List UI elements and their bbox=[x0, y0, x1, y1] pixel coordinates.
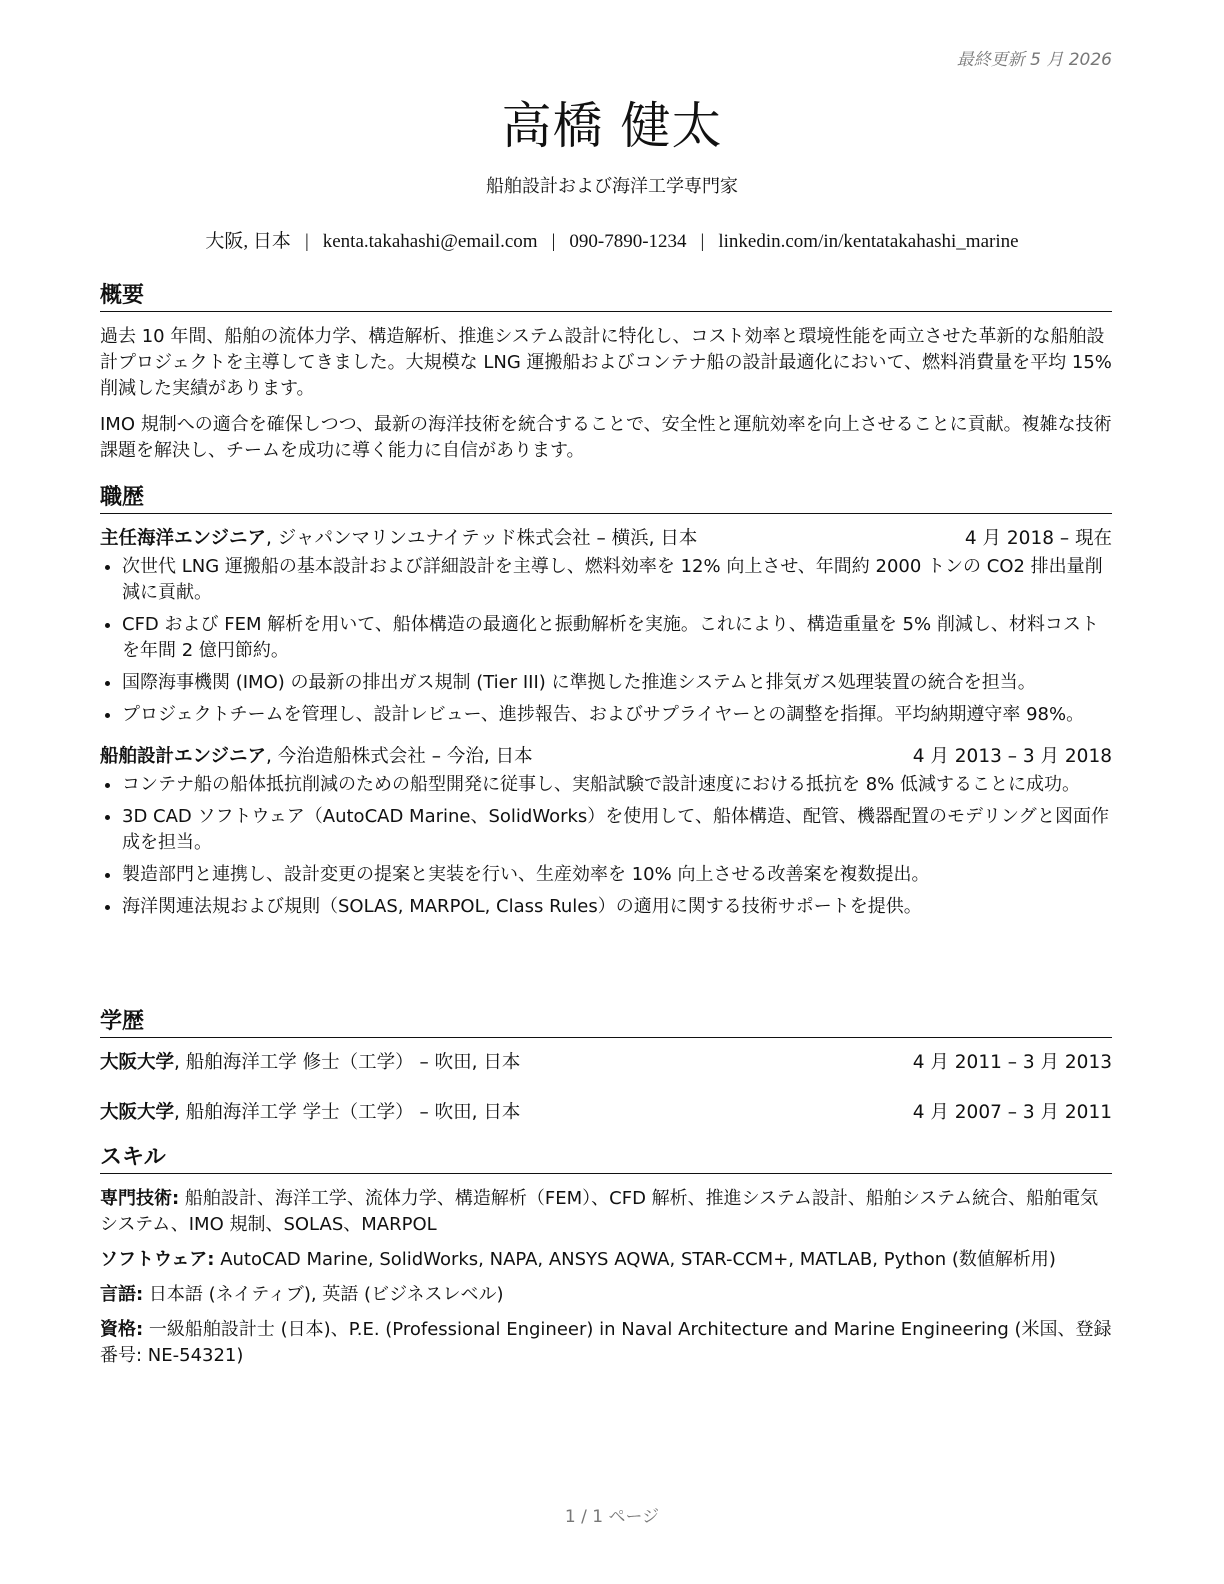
page-number: 1 / 1 ページ bbox=[564, 1507, 660, 1527]
job-bullets bbox=[100, 772, 1112, 920]
job-header bbox=[100, 526, 1112, 552]
skills-section bbox=[100, 1140, 1112, 1378]
contact-email[interactable]: kenta.takahashi@email.com bbox=[322, 231, 538, 252]
section-title: スキル bbox=[100, 1140, 1112, 1174]
job-bullets bbox=[100, 554, 1112, 728]
skill-label: ソフトウェア: bbox=[100, 1249, 215, 1270]
contact-line bbox=[100, 226, 1124, 253]
contact-linkedin[interactable]: linkedin.com/in/kentatakahashi_marine bbox=[718, 231, 1019, 252]
job-org: , ジャパンマリンユナイテッド株式会社 – 横浜, 日本 bbox=[266, 528, 698, 549]
education-dates: 4 月 2007 – 3 月 2011 bbox=[912, 1102, 1112, 1123]
contact-separator: | bbox=[551, 231, 556, 252]
skill-label: 専門技術: bbox=[100, 1188, 180, 1209]
education-school: 大阪大学 bbox=[100, 1102, 175, 1123]
education-dates: 4 月 2011 – 3 月 2013 bbox=[912, 1052, 1112, 1073]
education-section bbox=[100, 1004, 1112, 1126]
skill-item bbox=[100, 1186, 1112, 1238]
skill-label: 言語: bbox=[100, 1284, 144, 1305]
job-title-line bbox=[100, 526, 697, 552]
skill-value: 船舶設計、海洋工学、流体力学、構造解析（FEM）、CFD 解析、推進システム設計、船舶システム統合、船舶電気システム、IMO 規制、SOLAS、MARPOL bbox=[100, 1188, 1099, 1235]
summary-paragraph: 過去 10 年間、船舶の流体力学、構造解析、推進システム設計に特化し、コスト効率と環境性能を両立させた革新的な船舶設計プロジェクトを主導してきました。大規模な LNG 運搬船およびコンテナ船の設計最適化において、燃料消費量を平均 15% 削減した実績があります。 bbox=[100, 326, 1112, 399]
contact-location: 大阪, 日本 bbox=[205, 231, 291, 252]
education-school: 大阪大学 bbox=[100, 1052, 175, 1073]
education-detail: , 船舶海洋工学 学士（工学） – 吹田, 日本 bbox=[174, 1102, 521, 1123]
job-title-line bbox=[100, 744, 533, 770]
job-bullet: • 3D CAD ソフトウェア（AutoCAD Marine、SolidWorks）を使用して、船体構造、配管、機器配置のモデリングと図面作成を担当。 bbox=[122, 804, 1112, 856]
job-bullet: • プロジェクトチームを管理し、設計レビュー、進捗報告、およびサプライヤーとの調整を指揮。平均納期遵守率 98%。 bbox=[122, 702, 1112, 728]
job-org: , 今治造船株式会社 – 今治, 日本 bbox=[266, 746, 533, 767]
skill-item bbox=[100, 1282, 1112, 1308]
job-bullet: • 次世代 LNG 運搬船の基本設計および詳細設計を主導し、燃料効率を 12% 向上させ、年間約 2000 トンの CO2 排出量削減に貢献。 bbox=[122, 554, 1112, 606]
job-bullet: • CFD および FEM 解析を用いて、船体構造の最適化と振動解析を実施。これにより、構造重量を 5% 削減し、材料コストを年間 2 億円節約。 bbox=[122, 612, 1112, 664]
skill-value: 日本語 (ネイティブ), 英語 (ビジネスレベル) bbox=[143, 1284, 504, 1305]
candidate-tagline: 船舶設計および海洋工学専門家 bbox=[486, 176, 738, 197]
job-role: 船舶設計エンジニア bbox=[100, 746, 267, 767]
contact-phone: 090-7890-1234 bbox=[569, 231, 687, 252]
education-detail: , 船舶海洋工学 修士（工学） – 吹田, 日本 bbox=[174, 1052, 521, 1073]
job-bullet: • 国際海事機関 (IMO) の最新の排出ガス規制 (Tier III) に準拠した推進システムと排気ガス処理装置の統合を担当。 bbox=[122, 670, 1112, 696]
candidate-name: 高橋 健太 bbox=[501, 97, 723, 155]
summary-paragraph: IMO 規制への適合を確保しつつ、最新の海洋技術を統合することで、安全性と運航効率を向上させることに貢献。複雑な技術課題を解決し、チームを成功に導く能力に自信があります。 bbox=[100, 414, 1112, 461]
education-entry bbox=[100, 1100, 1112, 1126]
contact-separator: | bbox=[700, 231, 705, 252]
skill-value: 一級船舶設計士 (日本)、P.E. (Professional Engineer) in Naval Architecture and Marine Engineering (米国、登録番号: NE-54321) bbox=[100, 1319, 1112, 1366]
education-line bbox=[100, 1050, 520, 1076]
job-header bbox=[100, 744, 1112, 770]
section-title: 職歴 bbox=[100, 480, 1112, 514]
job-bullet: • コンテナ船の船体抵抗削減のための船型開発に従事し、実船試験で設計速度における抵抗を 8% 低減することに成功。 bbox=[122, 772, 1112, 798]
experience-section bbox=[100, 480, 1112, 936]
skill-value: AutoCAD Marine, SolidWorks, NAPA, ANSYS AQWA, STAR-CCM+, MATLAB, Python (数値解析用) bbox=[214, 1249, 1056, 1270]
job-bullet: • 海洋関連法規および規則（SOLAS, MARPOL, Class Rules）の適用に関する技術サポートを提供。 bbox=[122, 894, 1112, 920]
job-bullet: • 製造部門と連携し、設計変更の提案と実装を行い、生産効率を 10% 向上させる改善案を複数提出。 bbox=[122, 862, 1112, 888]
section-title: 学歴 bbox=[100, 1004, 1112, 1038]
contact-separator: | bbox=[304, 231, 309, 252]
skill-item bbox=[100, 1317, 1112, 1369]
skill-label: 資格: bbox=[100, 1319, 144, 1340]
last-updated: 最終更新 5 月 2026 bbox=[956, 50, 1112, 70]
education-entry bbox=[100, 1050, 1112, 1076]
education-line bbox=[100, 1100, 520, 1126]
job-dates: 4 月 2018 – 現在 bbox=[964, 528, 1112, 549]
summary-section bbox=[100, 278, 1112, 474]
job-dates: 4 月 2013 – 3 月 2018 bbox=[912, 746, 1112, 767]
section-title: 概要 bbox=[100, 278, 1112, 312]
job-role: 主任海洋エンジニア bbox=[100, 528, 267, 549]
skill-item bbox=[100, 1247, 1112, 1273]
